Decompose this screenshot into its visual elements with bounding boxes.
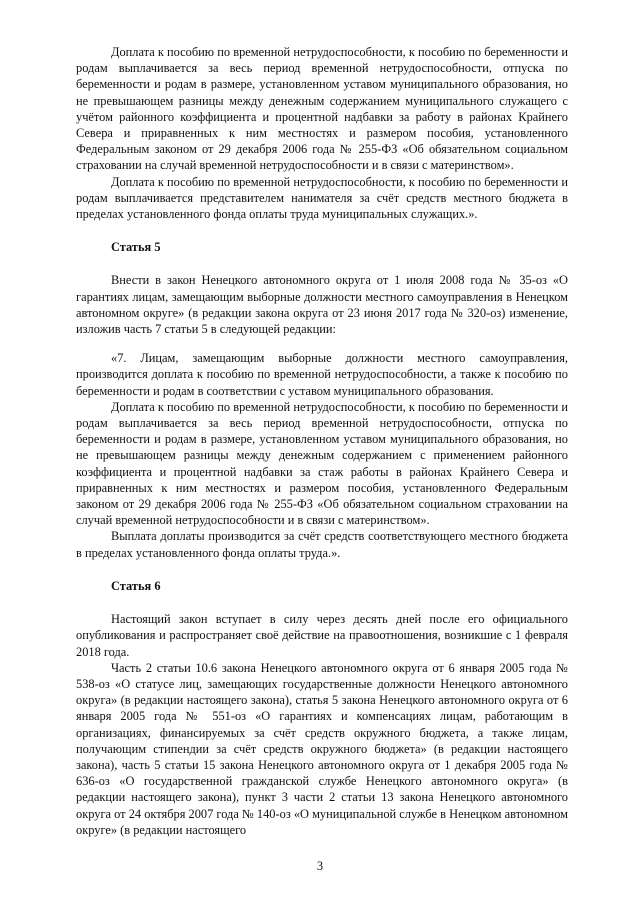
article-heading: Статья 5 bbox=[111, 240, 161, 255]
body-paragraph: Внести в закон Ненецкого автономного округа от 1 июля 2008 года № 35-оз «О гарантиях лицам, замещающим выборные должности местного самоуправления в Ненецком автономном округе» (в редакции закона округа от 23 июня 2017 года № 320-оз) изменение, изложив часть 7 статьи 5 в следующей редакции: bbox=[76, 273, 568, 337]
body-paragraph: Доплата к пособию по временной нетрудоспособности, к пособию по беременности и родам выплачивается за весь период временной нетрудоспособности, отпуска по беременности и родам в размере, установленном уставом муниципального образования, но не превышающем разницы между денежным содержанием с применением районного коэффициента и процентной надбавки за стаж работы в районах Крайнего Севера и приравненных к ним местностях и размером пособия, установленного Федеральным законом от 29 декабря 2006 года № 255-ФЗ «Об обязательном социальном страховании на случай временной нетрудоспособности и в связи с материнством». bbox=[76, 399, 568, 528]
page-content bbox=[76, 44, 568, 838]
body-paragraph: Доплата к пособию по временной нетрудоспособности, к пособию по беременности и родам выплачивается представителем нанимателя за счёт средств местного бюджета в пределах установленного фонда оплаты труда муниципальных служащих.». bbox=[76, 174, 568, 222]
body-paragraph: Доплата к пособию по временной нетрудоспособности, к пособию по беременности и родам выплачивается за весь период временной нетрудоспособности, отпуска по беременности и родам в размере, установленном уставом муниципального образования, но не превышающем разницы между денежным содержанием муниципального служащего с учётом районного коэффициента и процентной надбавки за работу в районах Крайнего Севера и приравненных к ним местностях и размером пособия, установленного Федеральным законом от 29 декабря 2006 года № 255-ФЗ «Об обязательном социальном страховании на случай временной нетрудоспособности и в связи с материнством». bbox=[76, 45, 568, 173]
article-heading: Статья 6 bbox=[111, 578, 161, 593]
body-paragraph: «7. Лицам, замещающим выборные должности местного самоуправления, производится доплата к пособию по временной нетрудоспособности, а также к пособию по беременности и родам в соответствии с уставом муниципального образования. bbox=[76, 351, 568, 398]
page-number: 3 bbox=[316, 859, 324, 873]
body-paragraph: Часть 2 статьи 10.6 закона Ненецкого автономного округа от 6 января 2005 года № 538-оз «О статусе лиц, замещающих государственные должности Ненецкого автономного округа» (в редакции настоящего закона), статья 5 закона Ненецкого автономного округа от 6 января 2005 года № 551-оз «О гарантиях и компенсациях лицам, работающим в организациях, финансируемых за счёт средств окружного бюджета, а также лицам, получающим стипендии за счёт средств окружного бюджета» (в редакции настоящего закона), часть 5 статьи 15 закона Ненецкого автономного округа от 1 декабря 2005 года № 636-оз «О государственной гражданской службе Ненецкого автономного округа» (в редакции настоящего закона), пункт 3 части 2 статьи 13 закона Ненецкого автономного округа от 24 октября 2007 года № 140-оз «О муниципальной службе в Ненецком автономном округе» (в редакции настоящего bbox=[76, 660, 568, 837]
body-paragraph: Настоящий закон вступает в силу через десять дней после его официального опубликования и распространяет своё действие на правоотношения, возникшие с 1 февраля 2018 года. bbox=[76, 612, 568, 659]
body-paragraph: Выплата доплаты производится за счёт средств соответствующего местного бюджета в пределах установленного фонда оплаты труда.». bbox=[76, 529, 568, 560]
